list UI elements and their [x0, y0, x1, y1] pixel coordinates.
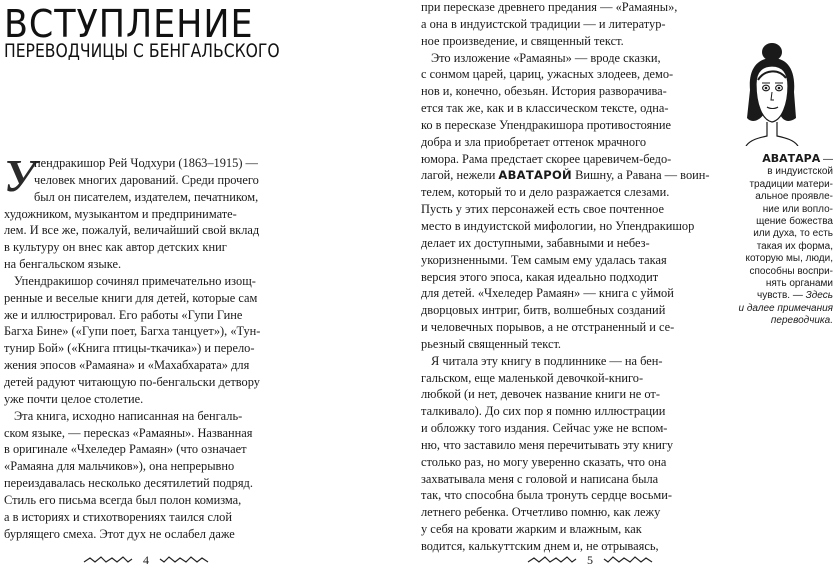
text-fragment: Вишну, а Равана — воин- [571, 168, 710, 183]
text-line: же и иллюстрировал. Его работы «Гупи Гине [4, 307, 243, 322]
text-line: тунир Бой» («Книга птицы-ткачика») и перело- [4, 341, 255, 356]
side-note-line: такая их форма, [756, 240, 833, 252]
right-body-text [421, 0, 721, 555]
side-note-line: щение божества [756, 216, 833, 228]
text-line: лем. И все же, пожалуй, величайший свой вклад [4, 223, 260, 238]
text-line: захватывала меня с головой и написана была [421, 471, 659, 486]
text-line: при пересказе древнего предания — «Рамаяны», [421, 0, 678, 14]
side-note-line: в индуистской [767, 166, 833, 178]
side-note-line: которую мы, люди, [745, 253, 833, 265]
side-note-fragment: чувств. — [756, 290, 806, 302]
left-page [0, 0, 410, 573]
side-note-line: нять органами [765, 278, 833, 290]
text-line: гальском, еще маленькой девочкой-книго- [421, 370, 644, 385]
text-line: ется так же, как и в классическом тексте, одна- [421, 101, 669, 116]
text-line: ко в пересказе Упендракишора противостояние [421, 117, 672, 132]
chapter-subtitle: ПЕРЕВОДЧИЦЫ С БЕНГАЛЬСКОГО [4, 40, 280, 62]
side-note-line: способны воспри- [749, 265, 833, 277]
text-line: водится, калькуттским днем и, не отрываясь, [421, 539, 659, 553]
text-line: ренные и веселые книги для детей, которые сам [4, 290, 258, 305]
side-note-italic: Здесь [805, 290, 833, 302]
side-note-line: традиции матери- [749, 178, 833, 190]
text-line: переиздавалась несколько десятилетий подряд. [4, 476, 253, 491]
text-line: место в индуистской мифологии, но Упендракишор [421, 218, 695, 233]
text-line: в оригинале «Чхеледер Рамаян» (что означает [4, 442, 247, 457]
side-note-dash: — [820, 154, 833, 165]
text-line: «Рамаяна для мальчиков»), она непрерывно [4, 459, 235, 474]
text-line: делает их доступными, забавными и небез- [421, 235, 650, 250]
squiggle-ornament-icon [158, 555, 210, 565]
text-line: а в историях и стихотворениях таился слой [4, 509, 232, 524]
text-line: у себя на кровати жарким и влажным, как [421, 522, 642, 537]
text-line: юмора. Рама предстает скорее царевичем-бедо- [421, 151, 672, 166]
translator-portrait-illustration [738, 40, 806, 146]
left-folio [82, 552, 210, 568]
side-note-line: альное проявле- [755, 191, 833, 203]
text-line: а она в индуистской традиции — и литератур- [421, 16, 666, 31]
text-line: и человечных порывов, а не отстраненный и се- [421, 320, 675, 335]
text-line: на бенгальском языке. [4, 257, 122, 272]
text-line-with-term [421, 167, 721, 184]
side-note-avatar-definition [728, 153, 833, 328]
text-line: был он писателем, издателем, печатником, [34, 189, 259, 204]
page-number: 5 [587, 552, 593, 567]
text-line: и обложку того издания. Сейчас уже не вспом- [421, 421, 668, 436]
side-note-line: ние или вопло- [762, 203, 833, 215]
text-line: талкивало). До сих пор я помню иллюстрации [421, 404, 666, 419]
avatar-term: АВАТАРОЙ [498, 168, 572, 183]
text-line: Это изложение «Рамаяны» — вроде сказки, [431, 50, 661, 65]
squiggle-ornament-icon [602, 555, 654, 565]
text-line: Эта книга, исходно написанная на бенгаль- [14, 408, 243, 423]
page-number: 4 [143, 552, 149, 567]
side-note-line: и далее примечания [738, 302, 833, 314]
squiggle-ornament-icon [526, 555, 578, 565]
text-line: нов и, конечно, обезьян. История разворачива- [421, 84, 667, 99]
text-fragment: лагой, нежели [421, 168, 499, 183]
side-note-line: переводчика. [770, 315, 833, 327]
text-line: версия этого эпоса, какая идеально подходит [421, 269, 659, 284]
text-line: любкой (и нет, девочек название книги не от- [421, 387, 660, 402]
text-line: рьезный священный текст. [421, 336, 562, 351]
text-line: ском языке, — пересказ «Рамаяны». Названная [4, 425, 253, 440]
text-line: детей радуют читающую по-бенгальски детвору [4, 374, 260, 389]
text-line: летнего ребенка. Отчетливо помню, как лежу [421, 505, 661, 520]
squiggle-ornament-icon [82, 555, 134, 565]
side-note-heading [728, 153, 833, 166]
text-line: в культуру он внес как автор детских книг [4, 240, 227, 255]
text-line: так, что способна была тронуть сердце восьми- [421, 488, 673, 503]
right-page [416, 0, 833, 573]
text-line: уже почти целое столетие. [4, 391, 144, 406]
text-line: человек многих дарований. Среди прочего [34, 172, 259, 187]
right-folio [526, 552, 654, 568]
text-line: для детей. «Чхеледер Рамаян» — книга с уймой [421, 286, 674, 301]
text-line: Пусть у этих персонажей есть свое почтенное [421, 202, 664, 217]
text-line: ню, что заставило меня перечитывать эту книгу [421, 437, 674, 452]
text-line: пендракишор Рей Чодхури (1863–1915) — [34, 156, 258, 170]
text-line: Багха Бине» («Гупи поет, Багха танцует»), «Тун- [4, 324, 261, 339]
text-line: укоризненными. Тем самым ему удалась такая [421, 252, 667, 267]
text-line: с сонмом царей, цариц, ужасных злодеев, демо- [421, 67, 674, 82]
text-line: Стиль его письма всегда был полон комизма, [4, 492, 242, 507]
chapter-title: ВСТУПЛЕНИЕ [4, 2, 254, 46]
text-line: ное произведение, и священный текст. [421, 33, 624, 48]
side-note-line: или духа, то есть [753, 228, 833, 240]
left-body-text [4, 150, 294, 542]
text-line: дворцовых интриг, битв, волшебных созданий [421, 303, 666, 318]
side-note-line [728, 290, 833, 302]
text-line: добра и зла приобретает оттенок мрачного [421, 134, 647, 149]
text-line: жения эпосов «Рамаяна» и «Махабхарата» для [4, 358, 250, 373]
text-line: бурлящего смеха. Этот дух не ослабел даже [4, 526, 235, 541]
text-line: столько раз, но могу уверенно сказать, что она [421, 454, 667, 469]
drop-cap: У [4, 150, 37, 201]
text-line: Упендракишор сочинял примечательно изощ- [14, 273, 256, 288]
text-line: художником, музыкантом и предпринимате- [4, 206, 237, 221]
side-note-term: АВАТАРА [762, 152, 821, 165]
text-line: Я читала эту книгу в подлиннике — на бен- [431, 353, 663, 368]
text-line: телем, который то и дело разражается слезами. [421, 185, 670, 200]
